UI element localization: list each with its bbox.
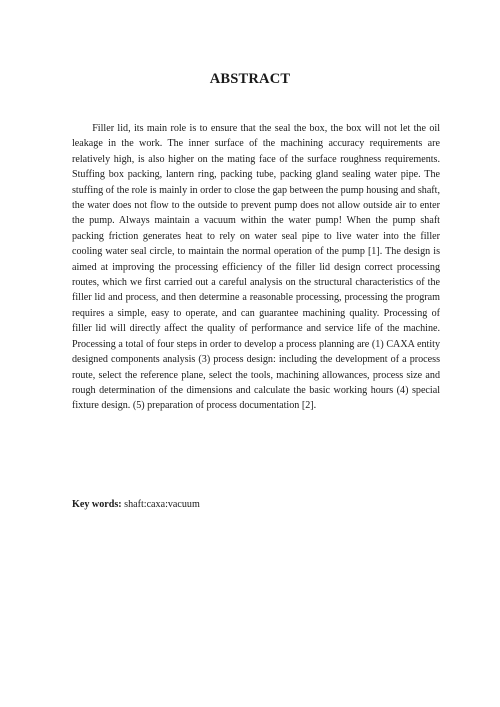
keywords-label: Key words: (72, 499, 122, 510)
keywords-line (72, 497, 440, 512)
abstract-title: ABSTRACT (209, 71, 291, 87)
abstract-body: Filler lid, its main role is to ensure that the seal the box, the box will not let the oil leakage in the work. The inner surface of the machining accuracy requirements are relatively high, is also higher on the mating face of the surface roughness requirements. Stuffing box packing, lantern ring, packing tube, packing gland sealing water pipe. The stuffing of the role is mainly in order to close the gap between the pump housing and shaft, the water does not flow to the outside to prevent pump does not allow outside air to enter the pump. Always maintain a vacuum within the water pump! When the pump shaft packing friction generates heat to rely on water seal pipe to live water into the filler cooling water seal circle, to maintain the normal operation of the pump [1]. The design is aimed at improving the processing efficiency of the filler lid design correct processing routes, which we first carried out a careful analysis on the structural characteristics of the filler lid and process, and then determine a reasonable processing, processing the program requires a simple, easy to operate, and can guarantee machining quality. Processing of filler lid will directly affect the quality of performance and service life of the machine. Processing a total of four steps in order to develop a process planning are (1) CAXA entity designed components analysis (3) process design: including the development of a process route, select the reference plane, select the tools, machining allowances, process size and rough determination of the dimensions and calculate the basic working hours (4) special fixture design. (5) preparation of process documentation [2]. (72, 123, 440, 412)
keywords-list: shaft:caxa:vacuum (124, 499, 200, 510)
